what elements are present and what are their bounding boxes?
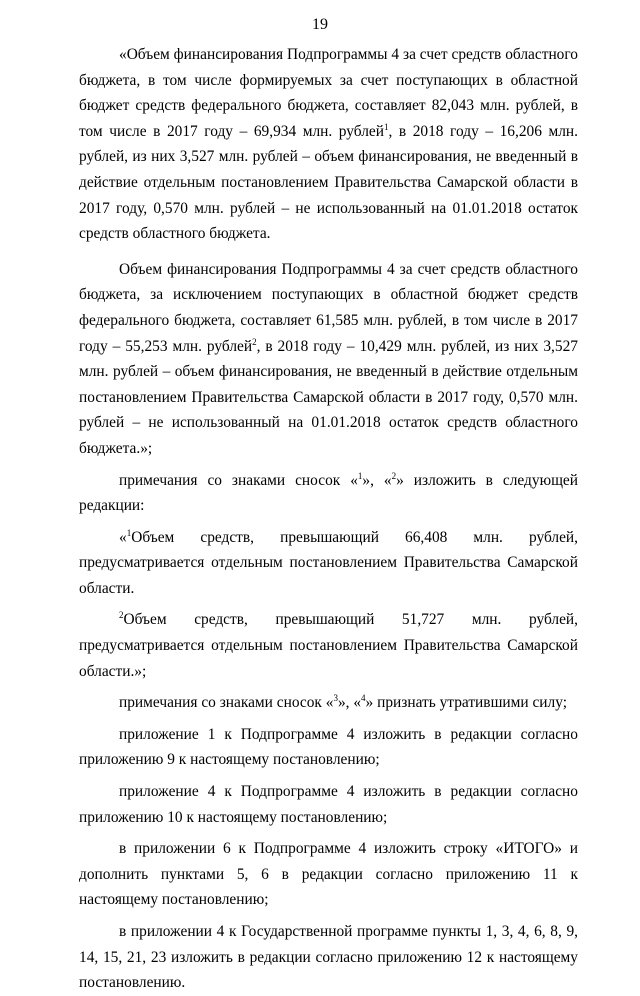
- paragraph-text: » признать утратившими силу;: [365, 694, 567, 712]
- paragraph-text: » изложить в следующей редакции:: [79, 471, 578, 515]
- paragraph-footnote-1-text: [79, 525, 578, 602]
- footnote-mark: 2: [391, 470, 397, 481]
- paragraph-footnotes-1-2: [79, 468, 578, 519]
- footnote-mark: 2: [252, 336, 257, 347]
- paragraph-text: «: [119, 528, 127, 546]
- paragraph-text: Объем средств, превышающий 51,727 млн. рублей, предусматривается отдельным постановлением Правительства Самарской области.»;: [79, 611, 578, 680]
- paragraph-subprogram-funding-regional: [79, 257, 578, 462]
- paragraph-text: Объем финансирования Подпрограммы 4 за счет средств областного бюджета, за исключением поступающих в областной бюджет средств федерального бюджета, составляет 61,585 млн. рублей, в том числе в 2017 году – 55,253 млн. рублей: [79, 260, 578, 355]
- paragraph-appendix-4: приложение 4 к Подпрограмме 4 изложить в редакции согласно приложению 10 к настоящему постановлению;: [79, 783, 578, 826]
- paragraph-footnote-2-text: [79, 607, 578, 684]
- paragraph-text: Объем средств, превышающий 66,408 млн. рублей, предусматривается отдельным постановлением Правительства Самарской области.: [79, 528, 578, 597]
- page-number: 19: [312, 16, 328, 33]
- paragraph-appendix-1: приложение 1 к Подпрограмме 4 изложить в редакции согласно приложению 9 к настоящему постановлению;: [79, 725, 578, 769]
- footnote-mark: 1: [357, 470, 363, 481]
- paragraph-appendix-6: в приложении 6 к Подпрограмме 4 изложить строку «ИТОГО» и дополнить пунктами 5, 6 в редакции согласно приложению 11 к настоящему постановлению;: [79, 840, 578, 909]
- paragraph-text: «Объем финансирования Подпрограммы 4 за счет средств областного бюджета, в том числе формируемых за счет поступающих в областной бюджет средств федерального бюджета, составляет 82,043 млн. рублей, в том числе в 2017 году – 69,934 млн. рублей: [79, 46, 578, 140]
- footnote-mark: 1: [126, 527, 132, 538]
- footnote-mark: 3: [333, 693, 338, 704]
- paragraph-subprogram-funding: [79, 42, 578, 247]
- document-body: [79, 42, 578, 996]
- paragraph-text: », «: [337, 694, 362, 712]
- footnote-mark: 2: [119, 610, 124, 621]
- footnote-mark: 1: [383, 121, 389, 132]
- paragraph-text: », «: [362, 471, 392, 489]
- paragraph-text: примечания со знаками сносок «: [119, 694, 334, 712]
- paragraph-text: , в 2018 году – 16,206 млн. рублей, из них 3,527 млн. рублей – объем финансирования, не введенный в действие отдельным постановлением Правительства Самарской области в 2017 году, 0,570 млн. рублей – не использованный на 01.01.2018 остаток средств областного бюджета.: [79, 122, 578, 243]
- paragraph-text: , в 2018 году – 10,429 млн. рублей, из них 3,527 млн. рублей – объем финансирования, не введенный в действие отдельным постановлением Правительства Самарской области в 2017 году, 0,570 млн. рублей – не использованный на 01.01.2018 остаток средств областного бюджета.»;: [79, 337, 578, 457]
- paragraph-text: примечания со знаками сносок «: [119, 471, 358, 489]
- paragraph-footnotes-3-4: [79, 690, 578, 716]
- footnote-mark: 4: [361, 693, 366, 704]
- paragraph-state-program-appendix-4: в приложении 4 к Государственной программе пункты 1, 3, 4, 6, 8, 9, 14, 15, 21, 23 изложить в редакции согласно приложению 12 к настоящему постановлению.: [79, 923, 578, 992]
